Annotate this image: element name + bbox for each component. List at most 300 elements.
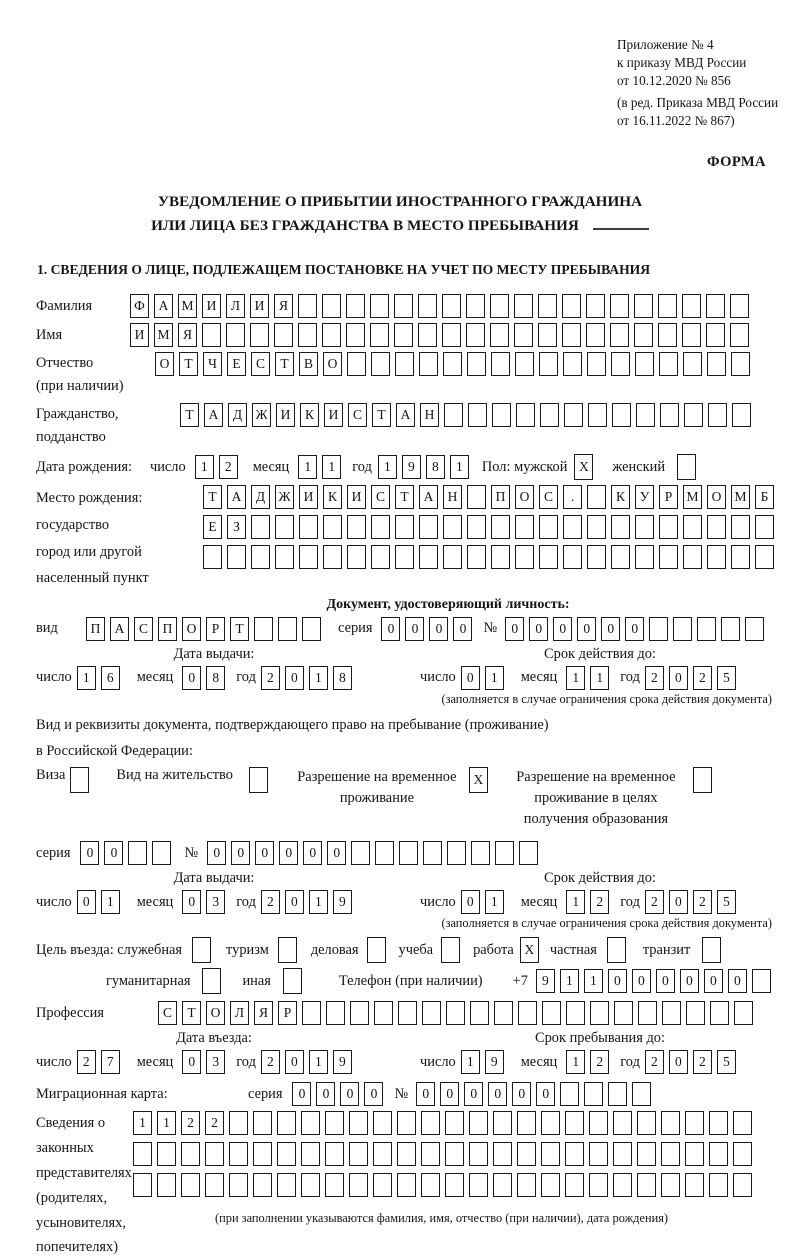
char-cell[interactable] <box>685 1173 704 1197</box>
char-cell[interactable] <box>421 1173 440 1197</box>
char-cell[interactable] <box>682 323 701 347</box>
char-cell[interactable] <box>493 1173 512 1197</box>
char-cell[interactable] <box>347 515 366 539</box>
char-cell[interactable]: 2 <box>181 1111 200 1135</box>
char-cell[interactable] <box>227 545 246 569</box>
char-cell[interactable]: . <box>563 485 582 509</box>
char-cell[interactable]: 0 <box>285 890 304 914</box>
char-cell[interactable] <box>661 1173 680 1197</box>
char-cell[interactable]: Л <box>230 1001 249 1025</box>
char-cell[interactable]: О <box>323 352 342 376</box>
char-cell[interactable] <box>128 841 147 865</box>
char-cell[interactable]: Е <box>227 352 246 376</box>
char-cell[interactable] <box>610 294 629 318</box>
char-cell[interactable] <box>445 1111 464 1135</box>
char-cell[interactable] <box>635 515 654 539</box>
char-cell[interactable]: 2 <box>645 890 664 914</box>
char-cell[interactable] <box>560 1082 579 1106</box>
char-cell[interactable] <box>467 485 486 509</box>
char-cell[interactable] <box>397 1173 416 1197</box>
char-cell[interactable] <box>278 617 297 641</box>
char-cell[interactable] <box>253 1142 272 1166</box>
char-cell[interactable] <box>610 323 629 347</box>
char-cell[interactable] <box>589 1111 608 1135</box>
char-cell[interactable] <box>539 352 558 376</box>
char-cell[interactable] <box>275 515 294 539</box>
char-cell[interactable] <box>614 1001 633 1025</box>
char-cell[interactable] <box>442 323 461 347</box>
char-cell[interactable]: 0 <box>461 890 480 914</box>
char-cell[interactable] <box>442 294 461 318</box>
char-cell[interactable]: 1 <box>560 969 579 993</box>
char-cell[interactable] <box>493 1111 512 1135</box>
char-cell[interactable] <box>584 1082 603 1106</box>
char-cell[interactable]: 5 <box>717 666 736 690</box>
char-cell[interactable]: 1 <box>309 890 328 914</box>
char-cell[interactable] <box>349 1111 368 1135</box>
char-cell[interactable]: 1 <box>461 1050 480 1074</box>
char-cell[interactable]: Б <box>755 485 774 509</box>
char-cell[interactable] <box>541 1173 560 1197</box>
checkbox-cell[interactable] <box>367 937 386 963</box>
char-cell[interactable]: Т <box>182 1001 201 1025</box>
char-cell[interactable] <box>346 323 365 347</box>
char-cell[interactable]: П <box>491 485 510 509</box>
char-cell[interactable] <box>661 1111 680 1135</box>
char-cell[interactable] <box>608 1082 627 1106</box>
char-cell[interactable]: 6 <box>101 666 120 690</box>
char-cell[interactable]: 0 <box>461 666 480 690</box>
char-cell[interactable] <box>587 545 606 569</box>
char-cell[interactable]: Р <box>278 1001 297 1025</box>
char-cell[interactable] <box>709 1111 728 1135</box>
char-cell[interactable] <box>277 1142 296 1166</box>
char-cell[interactable] <box>275 545 294 569</box>
char-cell[interactable] <box>397 1142 416 1166</box>
char-cell[interactable] <box>515 515 534 539</box>
char-cell[interactable] <box>373 1111 392 1135</box>
char-cell[interactable]: 2 <box>645 666 664 690</box>
char-cell[interactable] <box>421 1142 440 1166</box>
char-cell[interactable] <box>659 545 678 569</box>
char-cell[interactable]: 3 <box>206 890 225 914</box>
char-cell[interactable] <box>707 352 726 376</box>
char-cell[interactable] <box>659 515 678 539</box>
char-cell[interactable]: 2 <box>590 1050 609 1074</box>
char-cell[interactable] <box>181 1173 200 1197</box>
char-cell[interactable] <box>661 1142 680 1166</box>
char-cell[interactable] <box>446 1001 465 1025</box>
char-cell[interactable] <box>611 545 630 569</box>
char-cell[interactable] <box>469 1142 488 1166</box>
char-cell[interactable] <box>518 1001 537 1025</box>
char-cell[interactable] <box>613 1111 632 1135</box>
char-cell[interactable] <box>371 545 390 569</box>
char-cell[interactable] <box>251 545 270 569</box>
char-cell[interactable] <box>418 323 437 347</box>
checkbox-cell[interactable] <box>278 937 297 963</box>
char-cell[interactable]: 0 <box>80 841 99 865</box>
char-cell[interactable] <box>566 1001 585 1025</box>
char-cell[interactable]: 0 <box>182 1050 201 1074</box>
char-cell[interactable]: 2 <box>693 666 712 690</box>
checkbox-cell[interactable] <box>702 937 721 963</box>
char-cell[interactable] <box>565 1111 584 1135</box>
char-cell[interactable]: 0 <box>381 617 400 641</box>
char-cell[interactable]: 1 <box>133 1111 152 1135</box>
char-cell[interactable]: 1 <box>309 1050 328 1074</box>
char-cell[interactable]: 0 <box>512 1082 531 1106</box>
char-cell[interactable] <box>419 545 438 569</box>
char-cell[interactable] <box>515 352 534 376</box>
char-cell[interactable]: 1 <box>485 666 504 690</box>
char-cell[interactable] <box>685 1111 704 1135</box>
char-cell[interactable] <box>471 841 490 865</box>
char-cell[interactable]: 0 <box>536 1082 555 1106</box>
char-cell[interactable]: 0 <box>529 617 548 641</box>
char-cell[interactable] <box>443 545 462 569</box>
char-cell[interactable] <box>611 352 630 376</box>
char-cell[interactable]: 0 <box>680 969 699 993</box>
char-cell[interactable] <box>469 1173 488 1197</box>
char-cell[interactable] <box>375 841 394 865</box>
char-cell[interactable]: 0 <box>429 617 448 641</box>
char-cell[interactable]: 9 <box>402 455 421 479</box>
char-cell[interactable]: Н <box>420 403 439 427</box>
char-cell[interactable] <box>253 1111 272 1135</box>
char-cell[interactable] <box>469 1111 488 1135</box>
char-cell[interactable]: 2 <box>77 1050 96 1074</box>
char-cell[interactable]: Е <box>203 515 222 539</box>
checkbox-cell[interactable] <box>202 968 221 994</box>
char-cell[interactable] <box>373 1173 392 1197</box>
char-cell[interactable] <box>373 1142 392 1166</box>
char-cell[interactable]: 2 <box>261 890 280 914</box>
char-cell[interactable] <box>277 1173 296 1197</box>
char-cell[interactable] <box>467 352 486 376</box>
char-cell[interactable]: 1 <box>566 666 585 690</box>
char-cell[interactable] <box>710 1001 729 1025</box>
char-cell[interactable]: Ж <box>275 485 294 509</box>
char-cell[interactable] <box>133 1173 152 1197</box>
char-cell[interactable]: 1 <box>101 890 120 914</box>
char-cell[interactable] <box>637 1173 656 1197</box>
char-cell[interactable] <box>302 617 321 641</box>
char-cell[interactable]: Ф <box>130 294 149 318</box>
char-cell[interactable] <box>491 352 510 376</box>
char-cell[interactable] <box>517 1111 536 1135</box>
char-cell[interactable]: С <box>134 617 153 641</box>
char-cell[interactable]: Л <box>226 294 245 318</box>
char-cell[interactable] <box>637 1111 656 1135</box>
char-cell[interactable]: 5 <box>717 1050 736 1074</box>
char-cell[interactable] <box>202 323 221 347</box>
char-cell[interactable]: 1 <box>590 666 609 690</box>
char-cell[interactable] <box>468 403 487 427</box>
char-cell[interactable] <box>157 1142 176 1166</box>
char-cell[interactable] <box>745 617 764 641</box>
char-cell[interactable] <box>662 1001 681 1025</box>
char-cell[interactable] <box>445 1142 464 1166</box>
char-cell[interactable] <box>542 1001 561 1025</box>
checkbox-cell[interactable] <box>192 937 211 963</box>
char-cell[interactable] <box>709 1173 728 1197</box>
char-cell[interactable] <box>586 294 605 318</box>
char-cell[interactable] <box>301 1142 320 1166</box>
char-cell[interactable]: О <box>515 485 534 509</box>
char-cell[interactable]: 0 <box>255 841 274 865</box>
char-cell[interactable]: 0 <box>207 841 226 865</box>
char-cell[interactable]: М <box>178 294 197 318</box>
char-cell[interactable]: 0 <box>553 617 572 641</box>
char-cell[interactable]: А <box>396 403 415 427</box>
char-cell[interactable] <box>659 352 678 376</box>
char-cell[interactable]: Т <box>230 617 249 641</box>
char-cell[interactable] <box>613 1173 632 1197</box>
char-cell[interactable] <box>325 1173 344 1197</box>
char-cell[interactable] <box>370 294 389 318</box>
char-cell[interactable] <box>421 1111 440 1135</box>
char-cell[interactable]: 0 <box>340 1082 359 1106</box>
char-cell[interactable]: И <box>130 323 149 347</box>
char-cell[interactable]: И <box>347 485 366 509</box>
char-cell[interactable] <box>250 323 269 347</box>
char-cell[interactable] <box>347 352 366 376</box>
char-cell[interactable]: Р <box>206 617 225 641</box>
char-cell[interactable] <box>322 323 341 347</box>
char-cell[interactable] <box>517 1173 536 1197</box>
char-cell[interactable]: 5 <box>717 890 736 914</box>
char-cell[interactable] <box>229 1142 248 1166</box>
char-cell[interactable]: 1 <box>378 455 397 479</box>
char-cell[interactable]: Т <box>275 352 294 376</box>
char-cell[interactable] <box>302 1001 321 1025</box>
char-cell[interactable] <box>395 515 414 539</box>
char-cell[interactable] <box>658 323 677 347</box>
char-cell[interactable] <box>349 1142 368 1166</box>
char-cell[interactable] <box>374 1001 393 1025</box>
char-cell[interactable]: 1 <box>157 1111 176 1135</box>
char-cell[interactable] <box>590 1001 609 1025</box>
char-cell[interactable] <box>226 323 245 347</box>
char-cell[interactable] <box>660 403 679 427</box>
char-cell[interactable] <box>683 545 702 569</box>
char-cell[interactable] <box>514 323 533 347</box>
char-cell[interactable]: О <box>206 1001 225 1025</box>
char-cell[interactable] <box>301 1111 320 1135</box>
checkbox-cell[interactable]: X <box>520 937 539 963</box>
char-cell[interactable] <box>491 545 510 569</box>
char-cell[interactable]: З <box>227 515 246 539</box>
char-cell[interactable] <box>299 515 318 539</box>
char-cell[interactable] <box>563 515 582 539</box>
char-cell[interactable]: Я <box>274 294 293 318</box>
char-cell[interactable] <box>299 545 318 569</box>
char-cell[interactable] <box>636 403 655 427</box>
char-cell[interactable]: С <box>371 485 390 509</box>
char-cell[interactable]: 1 <box>195 455 214 479</box>
char-cell[interactable] <box>350 1001 369 1025</box>
char-cell[interactable]: 8 <box>426 455 445 479</box>
char-cell[interactable] <box>706 323 725 347</box>
char-cell[interactable]: 0 <box>292 1082 311 1106</box>
char-cell[interactable]: И <box>299 485 318 509</box>
char-cell[interactable]: У <box>635 485 654 509</box>
char-cell[interactable]: О <box>155 352 174 376</box>
char-cell[interactable] <box>563 352 582 376</box>
char-cell[interactable]: 0 <box>669 1050 688 1074</box>
char-cell[interactable]: 1 <box>566 1050 585 1074</box>
char-cell[interactable]: М <box>154 323 173 347</box>
char-cell[interactable] <box>419 352 438 376</box>
char-cell[interactable] <box>419 515 438 539</box>
char-cell[interactable]: И <box>202 294 221 318</box>
char-cell[interactable] <box>495 841 514 865</box>
char-cell[interactable]: 2 <box>219 455 238 479</box>
char-cell[interactable] <box>470 1001 489 1025</box>
checkbox-cell[interactable] <box>607 937 626 963</box>
char-cell[interactable]: А <box>204 403 223 427</box>
char-cell[interactable] <box>635 545 654 569</box>
char-cell[interactable] <box>658 294 677 318</box>
char-cell[interactable] <box>708 403 727 427</box>
char-cell[interactable] <box>346 294 365 318</box>
char-cell[interactable] <box>466 323 485 347</box>
char-cell[interactable]: А <box>154 294 173 318</box>
char-cell[interactable] <box>467 545 486 569</box>
char-cell[interactable] <box>325 1111 344 1135</box>
char-cell[interactable] <box>638 1001 657 1025</box>
char-cell[interactable]: 0 <box>728 969 747 993</box>
char-cell[interactable]: 2 <box>261 666 280 690</box>
char-cell[interactable] <box>538 323 557 347</box>
char-cell[interactable]: Т <box>203 485 222 509</box>
char-cell[interactable]: П <box>158 617 177 641</box>
char-cell[interactable] <box>586 323 605 347</box>
char-cell[interactable] <box>157 1173 176 1197</box>
char-cell[interactable]: 2 <box>693 890 712 914</box>
char-cell[interactable] <box>205 1142 224 1166</box>
char-cell[interactable]: 0 <box>669 666 688 690</box>
char-cell[interactable] <box>733 1173 752 1197</box>
char-cell[interactable] <box>398 1001 417 1025</box>
char-cell[interactable]: 9 <box>333 890 352 914</box>
char-cell[interactable]: 0 <box>601 617 620 641</box>
char-cell[interactable]: И <box>276 403 295 427</box>
char-cell[interactable] <box>418 294 437 318</box>
char-cell[interactable]: К <box>611 485 630 509</box>
char-cell[interactable]: 0 <box>303 841 322 865</box>
char-cell[interactable] <box>298 323 317 347</box>
char-cell[interactable] <box>730 294 749 318</box>
char-cell[interactable] <box>683 515 702 539</box>
char-cell[interactable]: 0 <box>405 617 424 641</box>
char-cell[interactable]: 2 <box>261 1050 280 1074</box>
char-cell[interactable]: 0 <box>104 841 123 865</box>
char-cell[interactable] <box>516 403 535 427</box>
char-cell[interactable] <box>539 515 558 539</box>
char-cell[interactable]: Ч <box>203 352 222 376</box>
char-cell[interactable] <box>301 1173 320 1197</box>
checkbox-cell[interactable]: X <box>574 454 593 480</box>
char-cell[interactable] <box>634 323 653 347</box>
char-cell[interactable] <box>326 1001 345 1025</box>
char-cell[interactable] <box>443 515 462 539</box>
checkbox-cell[interactable] <box>283 968 302 994</box>
char-cell[interactable]: 0 <box>464 1082 483 1106</box>
char-cell[interactable] <box>682 294 701 318</box>
char-cell[interactable]: 1 <box>566 890 585 914</box>
char-cell[interactable]: Д <box>251 485 270 509</box>
char-cell[interactable] <box>589 1173 608 1197</box>
char-cell[interactable] <box>649 617 668 641</box>
char-cell[interactable]: Т <box>179 352 198 376</box>
char-cell[interactable] <box>323 545 342 569</box>
char-cell[interactable]: 0 <box>364 1082 383 1106</box>
char-cell[interactable] <box>423 841 442 865</box>
char-cell[interactable] <box>399 841 418 865</box>
char-cell[interactable]: С <box>158 1001 177 1025</box>
char-cell[interactable] <box>394 294 413 318</box>
char-cell[interactable]: А <box>419 485 438 509</box>
char-cell[interactable] <box>755 545 774 569</box>
char-cell[interactable] <box>588 403 607 427</box>
char-cell[interactable] <box>637 1142 656 1166</box>
char-cell[interactable] <box>755 515 774 539</box>
char-cell[interactable] <box>323 515 342 539</box>
char-cell[interactable]: Я <box>254 1001 273 1025</box>
char-cell[interactable] <box>422 1001 441 1025</box>
char-cell[interactable]: 0 <box>488 1082 507 1106</box>
char-cell[interactable] <box>730 323 749 347</box>
char-cell[interactable] <box>514 294 533 318</box>
char-cell[interactable] <box>707 545 726 569</box>
char-cell[interactable] <box>732 403 751 427</box>
char-cell[interactable]: 9 <box>333 1050 352 1074</box>
char-cell[interactable] <box>349 1173 368 1197</box>
char-cell[interactable]: 0 <box>279 841 298 865</box>
char-cell[interactable] <box>541 1111 560 1135</box>
char-cell[interactable]: Т <box>180 403 199 427</box>
char-cell[interactable] <box>709 1142 728 1166</box>
char-cell[interactable]: Т <box>395 485 414 509</box>
char-cell[interactable]: С <box>251 352 270 376</box>
char-cell[interactable] <box>562 323 581 347</box>
char-cell[interactable]: 1 <box>450 455 469 479</box>
char-cell[interactable] <box>634 294 653 318</box>
char-cell[interactable]: И <box>324 403 343 427</box>
char-cell[interactable]: 0 <box>327 841 346 865</box>
char-cell[interactable] <box>494 1001 513 1025</box>
char-cell[interactable] <box>731 352 750 376</box>
char-cell[interactable] <box>587 352 606 376</box>
char-cell[interactable]: 0 <box>608 969 627 993</box>
char-cell[interactable]: 0 <box>656 969 675 993</box>
char-cell[interactable] <box>587 485 606 509</box>
char-cell[interactable] <box>251 515 270 539</box>
char-cell[interactable]: 1 <box>298 455 317 479</box>
char-cell[interactable] <box>152 841 171 865</box>
char-cell[interactable]: О <box>707 485 726 509</box>
char-cell[interactable]: 0 <box>440 1082 459 1106</box>
char-cell[interactable]: 0 <box>632 969 651 993</box>
char-cell[interactable] <box>351 841 370 865</box>
char-cell[interactable] <box>181 1142 200 1166</box>
char-cell[interactable] <box>707 515 726 539</box>
char-cell[interactable]: 0 <box>704 969 723 993</box>
char-cell[interactable] <box>492 403 511 427</box>
char-cell[interactable] <box>371 352 390 376</box>
